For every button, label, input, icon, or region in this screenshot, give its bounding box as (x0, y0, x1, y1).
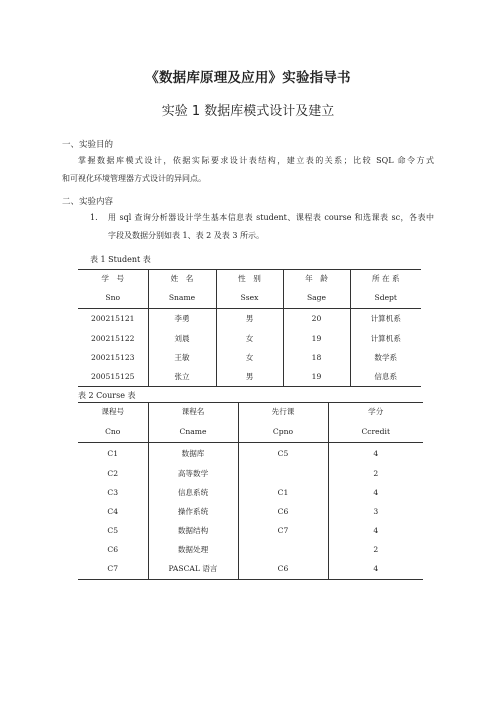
table-cell: C4 (107, 506, 119, 516)
table-row (78, 464, 423, 483)
table-header-row-en (78, 421, 423, 443)
item-number: 1. (90, 213, 98, 222)
table-cell: 计算机系 (350, 329, 421, 348)
header-cell: 课程号 (78, 403, 148, 421)
header-cell: 学 号 (78, 270, 148, 288)
content-line-2: 字段及数据分别如表 1、表 2 及表 3 所示。 (108, 231, 264, 240)
header-cell: Ccredit (328, 421, 423, 443)
table-header-row-cn (78, 270, 421, 288)
table-row (78, 540, 423, 559)
table-cell: 4 (328, 521, 423, 540)
table-row (78, 348, 421, 367)
table-cell: 刘晨 (148, 329, 216, 348)
table-cell: 18 (283, 348, 350, 367)
student-table (78, 269, 421, 387)
table-cell: 200215123 (91, 352, 135, 362)
table-row (78, 521, 423, 540)
section-heading-content: 二、实验内容 (62, 197, 114, 207)
table-cell (238, 540, 328, 559)
table-cell: 200215122 (91, 333, 135, 343)
table-cell: C7 (238, 521, 328, 540)
header-cell: Sdept (350, 288, 421, 309)
table-cell: 19 (283, 329, 350, 348)
table-row (78, 559, 423, 580)
header-cell: Sage (283, 288, 350, 309)
header-cell: Cname (148, 421, 238, 443)
table-cell: 3 (328, 502, 423, 521)
table-cell: 2 (328, 540, 423, 559)
header-cell: Cno (78, 421, 148, 443)
header-cell: Sname (148, 288, 216, 309)
table-cell: 计算机系 (350, 309, 421, 329)
table-cell: 信息系统 (148, 483, 238, 502)
objective-paragraph (62, 152, 434, 188)
table-cell: 王敏 (148, 348, 216, 367)
header-cell: 课程名 (148, 403, 238, 421)
table-cell: 2 (328, 464, 423, 483)
table-row (78, 443, 423, 464)
table-cell: 数据结构 (148, 521, 238, 540)
table-cell: PASCAL 语言 (148, 559, 238, 580)
table-cell: 4 (328, 443, 423, 464)
table-cell: C2 (107, 468, 119, 478)
table-header-row-en (78, 288, 421, 309)
table-header-row-cn (78, 403, 423, 421)
table1-caption: 表 1 Student 表 (90, 255, 151, 264)
table-cell: C1 (107, 448, 119, 458)
table-cell: 200515125 (78, 367, 148, 387)
table-cell: 男 (216, 309, 283, 329)
table-cell: 女 (216, 329, 283, 348)
experiment-title: 实验 1 数据库模式设计及建立 (161, 104, 335, 119)
table-cell: 4 (328, 483, 423, 502)
table-cell: 4 (328, 559, 423, 580)
table-cell: 数据处理 (148, 540, 238, 559)
table-cell: C7 (78, 559, 148, 580)
table-cell: 数据库 (148, 443, 238, 464)
table-cell: 20 (283, 309, 350, 329)
table-cell: 男 (216, 367, 283, 387)
table-cell: 数学系 (350, 348, 421, 367)
table-cell: 高等数学 (148, 464, 238, 483)
table-row (78, 502, 423, 521)
table-cell: 200215121 (91, 314, 135, 324)
table-cell: 张立 (148, 367, 216, 387)
table-cell (238, 464, 328, 483)
header-cell: Ssex (216, 288, 283, 309)
content-paragraph (108, 209, 434, 245)
objective-line-1: 掌握数据库模式设计，依据实际要求设计表结构，建立表的关系；比较 SQL 命令方式 (78, 156, 434, 165)
document-title: 《数据库原理及应用》实验指导书 (145, 70, 351, 86)
table-row (78, 309, 421, 329)
table-cell: C1 (238, 483, 328, 502)
table-cell: C3 (107, 487, 119, 497)
table2-caption: 表 2 Course 表 (78, 391, 136, 400)
table-cell: 19 (283, 367, 350, 387)
section-heading-objective: 一、实验目的 (62, 140, 114, 150)
header-cell: 先行课 (238, 403, 328, 421)
objective-line-2: 和可视化环境管理器方式设计的异同点。 (62, 174, 206, 183)
header-cell: 所 在 系 (350, 270, 421, 288)
header-cell: 性 别 (216, 270, 283, 288)
table-row (78, 329, 421, 348)
header-cell: Sno (78, 288, 148, 309)
header-cell: 学分 (328, 403, 423, 421)
table-cell: 信息系 (350, 367, 421, 387)
table-row (78, 367, 421, 387)
content-line-1: 用 sql 查询分析器设计学生基本信息表 student、课程表 course 和选课表 sc，各表中 (108, 213, 434, 222)
table-cell: C5 (238, 443, 328, 464)
table-cell: 李勇 (148, 309, 216, 329)
table-row (78, 483, 423, 502)
table-cell: C5 (107, 525, 119, 535)
table-cell: C6 (238, 559, 328, 580)
table-cell: C6 (107, 544, 119, 554)
course-table (78, 402, 423, 580)
header-cell: 年 龄 (283, 270, 350, 288)
header-cell: 姓 名 (148, 270, 216, 288)
table-cell: 女 (216, 348, 283, 367)
table-cell: C6 (238, 502, 328, 521)
header-cell: Cpno (238, 421, 328, 443)
table-cell: 操作系统 (148, 502, 238, 521)
